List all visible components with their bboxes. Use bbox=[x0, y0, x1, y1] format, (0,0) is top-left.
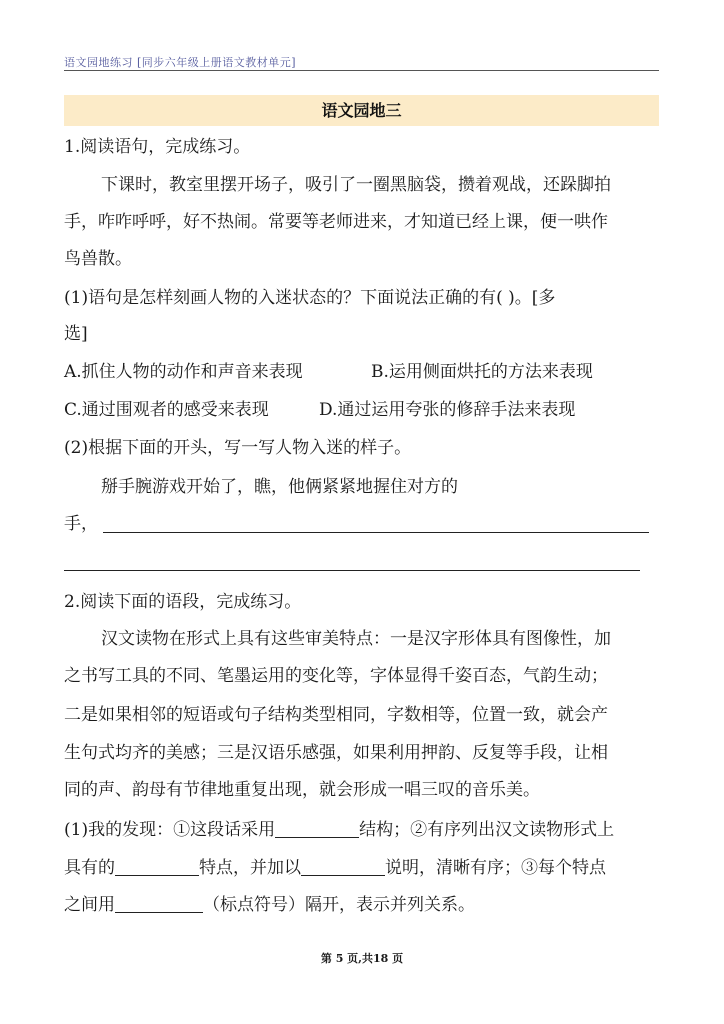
q2-sub1-text-b: 结构；②有序列出汉文读物形式上 bbox=[359, 820, 615, 840]
q1-heading: 1.阅读语句，完成练习。 bbox=[64, 137, 251, 157]
q2-passage-line-1: 汉文读物在形式上具有这些审美特点：一是汉字形体具有图像性，加 bbox=[101, 629, 611, 649]
blank-punctuation[interactable] bbox=[115, 894, 203, 913]
q2-sub1-text-g: （标点符号）隔开，表示并列关系。 bbox=[203, 895, 475, 915]
q2-sub1-line-3 bbox=[64, 894, 475, 915]
section-title-bar bbox=[64, 95, 659, 126]
q2-sub1-text-f: 之间用 bbox=[64, 895, 115, 915]
q2-passage-line-4: 生句式均齐的美感；三是汉语乐感强，如果利用押韵、反复等手段，让相 bbox=[64, 743, 608, 763]
option-d[interactable]: D.通过运用夸张的修辞手法来表现 bbox=[319, 400, 576, 420]
answer-line-1[interactable] bbox=[103, 532, 649, 533]
header-title: 语文园地练习 [同步六年级上册语文教材单元] bbox=[64, 56, 297, 69]
q1-sub1-line-2: 选] bbox=[64, 324, 88, 344]
header-divider bbox=[64, 70, 659, 71]
section-title: 语文园地三 bbox=[321, 101, 402, 120]
q1-sub2: (2)根据下面的开头，写一写人物入迷的样子。 bbox=[64, 438, 412, 458]
page-number: 第 5 页,共18 页 bbox=[320, 952, 404, 965]
q1-prompt: 掰手腕游戏开始了，瞧，他俩紧紧地握住对方的 bbox=[101, 477, 458, 497]
q2-passage-line-2: 之书写工具的不同、笔墨运用的变化等，字体显得千姿百态，气韵生动； bbox=[64, 666, 608, 686]
answer-line-2[interactable] bbox=[64, 570, 640, 571]
q1-sub1-line-1: (1)语句是怎样刻画人物的入迷状态的？下面说法正确的有( )。[多 bbox=[64, 288, 556, 308]
blank-structure[interactable] bbox=[275, 819, 359, 838]
q2-passage-line-3: 二是如果相邻的短语或句子结构类型相同，字数相等，位置一致，就会产 bbox=[64, 705, 608, 725]
blank-explanation[interactable] bbox=[301, 857, 385, 876]
q2-sub1-line-1 bbox=[64, 819, 614, 840]
q2-passage-line-5: 同的声、韵母有节律地重复出现，就会形成一唱三叹的音乐美。 bbox=[64, 780, 540, 800]
option-c[interactable]: C.通过围观者的感受来表现 bbox=[64, 400, 269, 420]
q2-sub1-text-e: 说明，清晰有序；③每个特点 bbox=[385, 858, 606, 878]
blank-features[interactable] bbox=[115, 857, 199, 876]
q2-sub1-text-c: 具有的 bbox=[64, 858, 115, 878]
option-a[interactable]: A.抓住人物的动作和声音来表现 bbox=[64, 362, 303, 382]
q1-passage-line-2: 手，咋咋呼呼，好不热闹。常要等老师进来，才知道已经上课，便一哄作 bbox=[64, 212, 608, 232]
q2-heading: 2.阅读下面的语段，完成练习。 bbox=[64, 592, 302, 612]
q2-sub1-line-2 bbox=[64, 857, 606, 878]
q1-prompt-continuation: 手， bbox=[64, 514, 98, 534]
option-b[interactable]: B.运用侧面烘托的方法来表现 bbox=[371, 362, 593, 382]
q1-passage-line-1: 下课时，教室里摆开场子，吸引了一圈黑脑袋，攒着观战，还跺脚拍 bbox=[101, 175, 611, 195]
q1-passage-line-3: 鸟兽散。 bbox=[64, 249, 132, 269]
q2-sub1-text-d: 特点，并加以 bbox=[199, 858, 301, 878]
q2-sub1-text-a: (1)我的发现：①这段话采用 bbox=[64, 820, 276, 840]
